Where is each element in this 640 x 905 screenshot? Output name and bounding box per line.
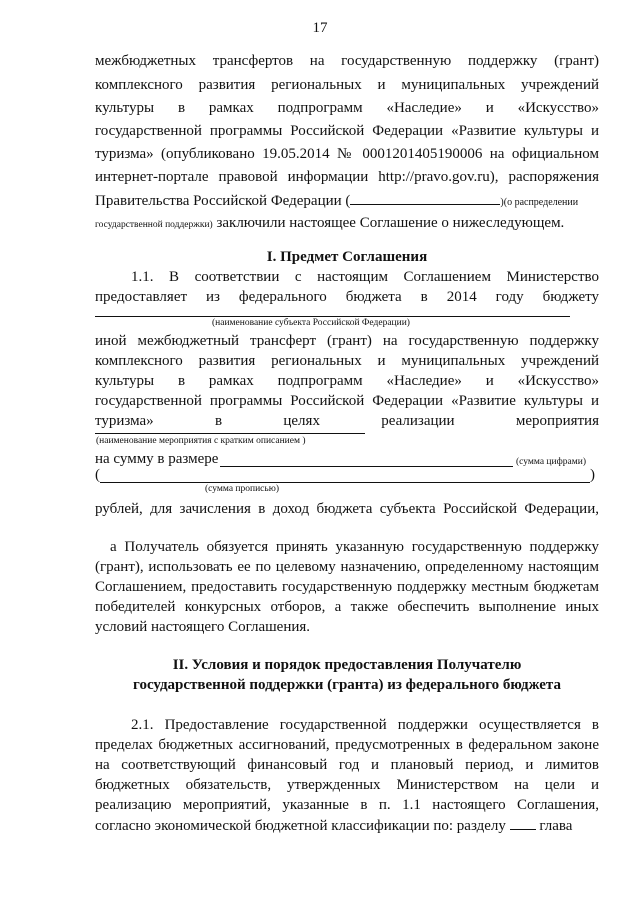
page-number: 17 (312, 20, 328, 36)
text-fragment: ) (590, 467, 595, 483)
text-fragment: заключили настоящее Соглашение о нижеследующем. (212, 215, 565, 231)
text-line: культуры в рамках подпрограмм «Наследие» и «Искусство» (95, 100, 599, 116)
text-fragment: глава (539, 818, 573, 834)
section-heading: II. Условия и порядок предоставления Получателю (172, 657, 522, 673)
text-line: государственной программы Российской Федерации «Развитие культуры и (95, 123, 599, 139)
blank-order-field[interactable] (350, 191, 500, 205)
text-line: рублей, для зачисления в доход бюджета субъекта Российской Федерации, (95, 501, 599, 517)
field-caption: (наименование мероприятия с кратким описанием ) (96, 436, 306, 446)
text-line: культуры в рамках подпрограмм «Наследие» и «Искусство» (95, 373, 599, 389)
text-line: государственной программы Российской Федерации «Развитие культуры и (95, 393, 599, 409)
field-caption: (наименование субъекта Российской Федерации) (212, 318, 410, 328)
blank-subject-field[interactable] (95, 316, 570, 317)
text-line: туризма» в целях реализации мероприятия (95, 413, 599, 429)
text-line: интернет-портале правовой информации http://pravo.gov.ru), распоряжения (95, 169, 599, 185)
text-line: комплексного развития региональных и муниципальных учреждений (95, 353, 599, 369)
text-line: пределах бюджетных ассигнований, предусмотренных в федеральном законе (95, 737, 599, 753)
field-caption: (сумма прописью) (205, 484, 279, 494)
text-line: бюджетных обязательств, утвержденных Министерством на цели и (95, 777, 599, 793)
text-line: (грант), использовать ее по целевому назначению, определенному настоящим (95, 559, 599, 575)
blank-sum-words-field[interactable] (100, 482, 590, 483)
text-line: Соглашением, предоставить государственную поддержку местным бюджетам (95, 579, 599, 595)
field-caption: (сумма цифрами) (516, 457, 586, 467)
text-line: условий настоящего Соглашения. (95, 619, 311, 635)
text-fragment: Правительства Российской Федерации ( (95, 193, 351, 209)
text-fragment: согласно экономической бюджетной классификации по: разделу (95, 818, 506, 834)
blank-sum-digits-field[interactable] (220, 466, 513, 467)
text-fragment: на сумму в размере (95, 451, 219, 467)
text-line: 1.1. В соответствии с настоящим Соглашением Министерство (131, 269, 599, 285)
text-line: комплексного развития региональных и муниципальных учреждений (95, 77, 599, 93)
text-line (95, 816, 599, 835)
text-line: туризма» (опубликовано 19.05.2014 № 0001201405190006 на официальном (95, 146, 599, 162)
text-line: а Получатель обязуется принять указанную государственную поддержку (110, 539, 599, 555)
section-heading: I. Предмет Соглашения (266, 249, 428, 265)
blank-event-field[interactable] (95, 433, 365, 434)
text-line: иной межбюджетный трансферт (грант) на государственную поддержку (95, 333, 599, 349)
blank-section-field[interactable] (510, 816, 536, 830)
text-line: 2.1. Предоставление государственной поддержки осуществляется в (131, 717, 599, 733)
text-fragment: государственной поддержки) (95, 220, 213, 230)
text-line (95, 191, 599, 212)
text-fragment: ( (95, 467, 100, 483)
text-line (95, 214, 599, 234)
text-line: на соответствующий финансовый год и плановый период, и лимитов (95, 757, 599, 773)
text-line: предоставляет из федерального бюджета в 2014 году бюджету (95, 289, 599, 305)
text-line: реализацию мероприятий, указанные в п. 1.1 настоящего Соглашения, (95, 797, 599, 813)
text-line: победителей конкурсных отборов, а также обеспечить выполнение иных (95, 599, 599, 615)
text-fragment: )(о распределении (500, 197, 579, 208)
text-line: межбюджетных трансфертов на государственную поддержку (грант) (95, 53, 599, 69)
section-heading: государственной поддержки (гранта) из федерального бюджета (133, 677, 561, 693)
